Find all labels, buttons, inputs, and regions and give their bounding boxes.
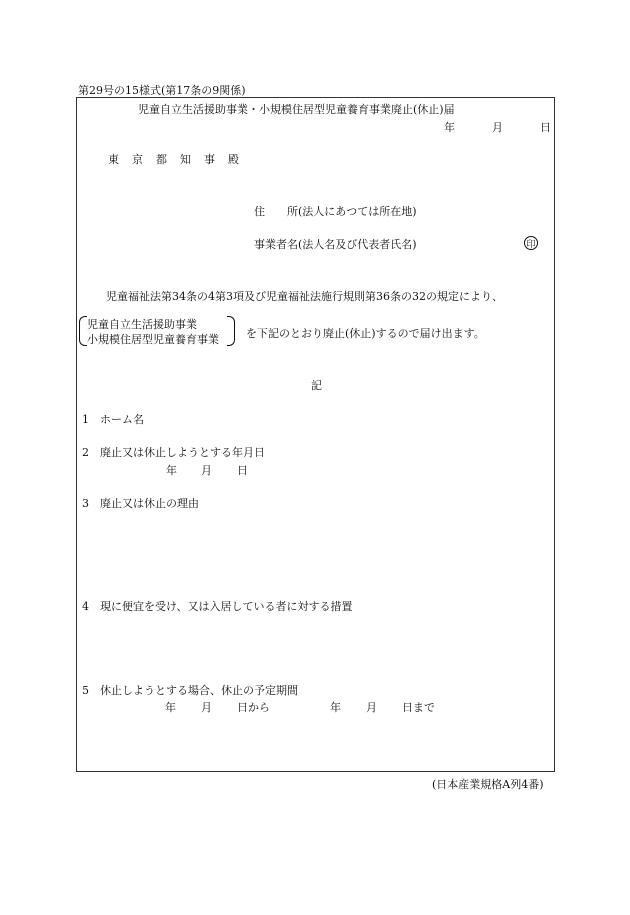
date-day: 日	[540, 121, 551, 134]
item-5-from-year: 年	[165, 701, 176, 714]
form-number: 第29号の15様式(第17条の9関係)	[78, 84, 246, 97]
paper-size-note: (日本産業規格A列4番)	[432, 778, 544, 791]
address-label: 住 所(法人にあつては所在地)	[254, 205, 417, 218]
item-5-from-day: 日から	[237, 701, 270, 714]
item-4-measures: 4 現に便宜を受け、又は入居している者に対する措置	[82, 600, 353, 613]
item-1-home-name: 1 ホーム名	[82, 413, 144, 426]
ki-heading: 記	[311, 379, 322, 392]
item-5-period-label: 5 休止しようとする場合、休止の予定期間	[82, 684, 298, 697]
seal-mark: 印	[524, 236, 538, 250]
item-5-to-month: 月	[366, 701, 377, 714]
body-line-2: を下記のとおり廃止(休止)するので届け出ます。	[246, 327, 485, 340]
date-month: 月	[492, 121, 503, 134]
business-option-1: 児童自立生活援助事業	[87, 318, 197, 331]
item-5-from-month: 月	[201, 701, 212, 714]
right-brace	[227, 316, 235, 346]
item-2-day: 日	[237, 464, 248, 477]
item-5-to-year: 年	[330, 701, 341, 714]
form-title: 児童自立生活援助事業・小規模住居型児童養育事業廃止(休止)届	[138, 103, 455, 116]
addressee: 東京都知事殿	[108, 153, 252, 166]
operator-name-label: 事業者名(法人名及び代表者氏名)	[254, 238, 417, 251]
left-brace	[79, 316, 87, 346]
business-option-2: 小規模住居型児童養育事業	[87, 333, 219, 346]
item-3-reason: 3 廃止又は休止の理由	[82, 497, 199, 510]
item-2-year: 年	[166, 464, 177, 477]
form-frame	[76, 97, 555, 772]
item-2-date-label: 2 廃止又は休止しようとする年月日	[82, 446, 265, 459]
item-2-month: 月	[201, 464, 212, 477]
body-line-1: 児童福祉法第34条の4第3項及び児童福祉法施行規則第36条の32の規定により、	[106, 290, 503, 303]
item-5-to-day: 日まで	[402, 701, 435, 714]
business-type-brace	[79, 316, 235, 348]
date-year: 年	[444, 121, 455, 134]
